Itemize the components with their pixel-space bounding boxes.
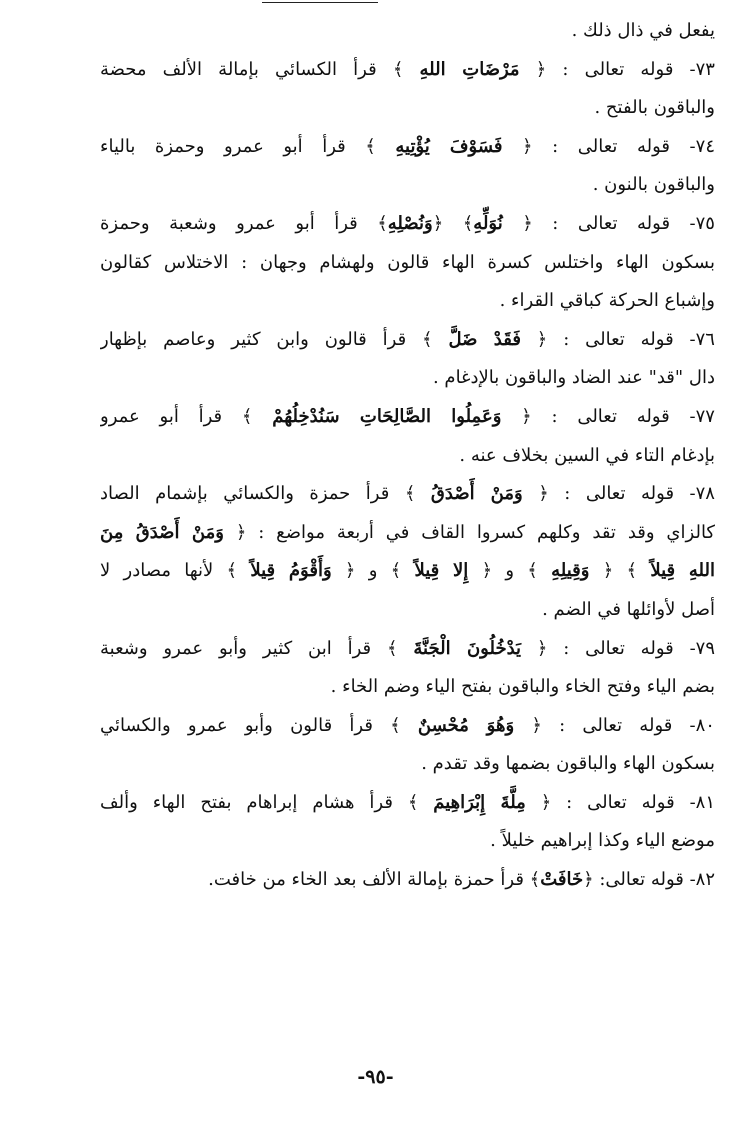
text-line xyxy=(100,784,715,823)
text-segment: ٨٢- قوله تعالى: ﴿ xyxy=(583,869,715,891)
text-segment: ﴾ قرأ أبو عمرو وحمزة بالياء xyxy=(100,135,396,157)
text-line xyxy=(100,514,715,553)
text-segment: ﴾ و ﴿ xyxy=(468,560,552,582)
quran-word: إِلا قِيلاً xyxy=(414,560,469,582)
text-line xyxy=(100,51,715,90)
text-line xyxy=(100,475,715,514)
quran-word: وَنُصْلِهِ xyxy=(387,212,433,234)
text-line xyxy=(100,166,715,205)
quran-word: خَافَتْ xyxy=(540,869,584,891)
text-segment: ﴾ ﴿ xyxy=(589,560,651,582)
text-segment: ﴾ قرأ قالون وأبو عمرو والكسائي xyxy=(100,714,418,736)
text-segment: بضم الياء وفتح الخاء والباقون بفتح الياء وضم الخاء . xyxy=(330,676,715,698)
text-segment: ﴾ قرأ الكسائي بإمالة الألف محضة xyxy=(100,58,420,80)
quran-word: نُوَلِّهِ xyxy=(473,212,503,234)
quran-word: مِلَّةَ إِبْرَاهِيمَ xyxy=(433,791,526,813)
text-line xyxy=(100,128,715,167)
text-segment: ﴾ و ﴿ xyxy=(331,560,415,582)
top-rule xyxy=(262,2,378,3)
text-line xyxy=(100,321,715,360)
text-line xyxy=(100,668,715,707)
quran-word: وَمَنْ أَصْدَقُ مِنَ xyxy=(100,521,224,543)
text-segment: بإدغام التاء في السين بخلاف عنه . xyxy=(459,444,715,466)
text-segment: ٨٠- قوله تعالى : ﴿ xyxy=(514,714,715,736)
text-segment: ٧٩- قوله تعالى : ﴿ xyxy=(521,637,715,659)
text-line xyxy=(100,552,715,591)
quran-word: اللهِ قِيلاً xyxy=(650,560,715,582)
text-segment: ﴾ قرأ حمزة بإمالة الألف بعد الخاء من خافت. xyxy=(208,869,541,891)
text-segment: كالزاي وقد تقد وكلهم كسروا القاف في أربعة مواضع : ﴿ xyxy=(223,521,715,543)
text-line xyxy=(100,12,715,51)
quran-word: وَأَقْوَمُ قِيلاً xyxy=(250,560,332,582)
text-segment: ﴾ قرأ قالون وابن كثير وعاصم بإظهار xyxy=(100,328,449,350)
text-segment: وإشباع الحركة كباقي القراء . xyxy=(499,290,715,312)
text-segment: ﴾ قرأ هشام إبراهام بفتح الهاء وألف xyxy=(100,791,434,813)
text-segment: بسكون الهاء والباقون بضمها وقد تقدم . xyxy=(421,753,715,775)
text-segment: ﴾ قرأ حمزة والكسائي بإشمام الصاد xyxy=(100,483,431,505)
text-segment: يفعل في ذال ذلك . xyxy=(571,20,715,41)
text-segment: ٧٥- قوله تعالى : ﴿ xyxy=(502,212,715,234)
text-segment: ﴾ قرأ أبو عمرو وشعبة وحمزة xyxy=(100,212,388,234)
text-line xyxy=(100,630,715,669)
quran-word: وَهُوَ مُحْسِنٌ xyxy=(417,714,515,736)
text-line xyxy=(100,745,715,784)
quran-word: وَعَمِلُوا الصَّالِحَاتِ سَنُدْخِلُهُمْ xyxy=(272,405,502,427)
text-segment: ٧٦- قوله تعالى : ﴿ xyxy=(520,328,715,350)
page-body xyxy=(100,12,715,900)
text-line xyxy=(100,282,715,321)
text-segment: ﴾ قرأ أبو عمرو xyxy=(100,405,273,427)
quran-word: مَرْضَاتِ اللهِ xyxy=(419,58,520,80)
text-segment: ٧٧- قوله تعالى : ﴿ xyxy=(501,405,715,427)
text-segment: بسكون الهاء واختلس كسرة الهاء قالون ولهشام وجهان : الاختلاس كقالون xyxy=(100,251,715,273)
text-segment: ٨١- قوله تعالى : ﴿ xyxy=(525,791,715,813)
text-segment: ٧٤- قوله تعالى : ﴿ xyxy=(502,135,715,157)
text-segment: ٧٣- قوله تعالى : ﴿ xyxy=(519,58,715,80)
quran-word: فَقَدْ ضَلَّ xyxy=(448,328,521,350)
text-line xyxy=(100,707,715,746)
text-line xyxy=(100,359,715,398)
quran-word: وَقِيلِهِ xyxy=(551,560,590,582)
text-line xyxy=(100,591,715,630)
text-segment: دال "قد" عند الضاد والباقون بالإدغام . xyxy=(432,367,715,389)
text-line xyxy=(100,437,715,476)
text-line xyxy=(100,822,715,861)
text-segment: ٧٨- قوله تعالى : ﴿ xyxy=(522,483,715,505)
text-line xyxy=(100,205,715,244)
text-line xyxy=(100,244,715,283)
text-segment: ﴾ قرأ ابن كثير وأبو عمرو وشعبة xyxy=(100,637,414,659)
page-number: -٩٥- xyxy=(357,1066,394,1088)
text-segment: والباقون بالنون . xyxy=(592,174,715,196)
text-segment: ﴾ ﴿ xyxy=(432,212,474,234)
text-line xyxy=(100,398,715,437)
text-line xyxy=(100,861,715,900)
text-segment: ﴾ لأنها مصادر لا xyxy=(100,560,251,582)
text-line xyxy=(100,89,715,128)
quran-word: يَدْخُلُونَ الْجَنَّةَ xyxy=(413,637,522,659)
text-segment: موضع الياء وكذا إبراهيم خليلاً . xyxy=(490,830,715,852)
quran-word: فَسَوْفَ يُؤْتِيهِ xyxy=(395,135,503,157)
text-segment: أصل لأوائلها في الضم . xyxy=(542,598,715,620)
text-segment: والباقون بالفتح . xyxy=(594,97,715,119)
quran-word: وَمَنْ أَصْدَقُ xyxy=(430,483,523,505)
